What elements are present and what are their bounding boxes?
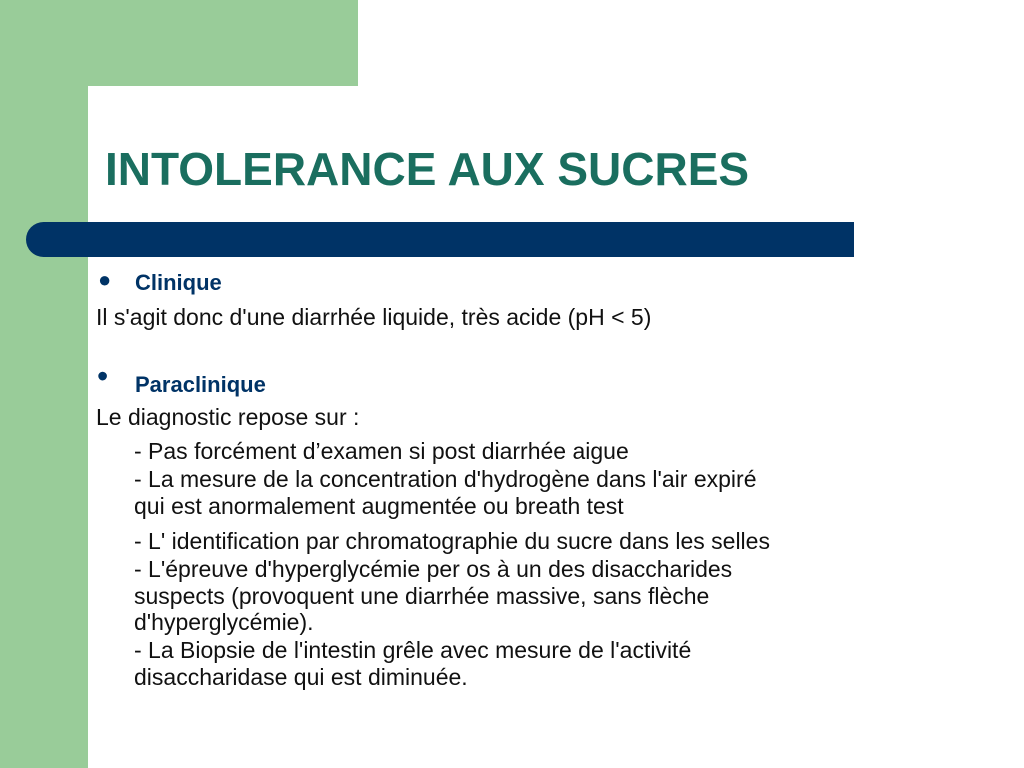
slide-title: INTOLERANCE AUX SUCRES bbox=[105, 143, 750, 195]
list-item: - La mesure de la concentration d'hydrogène dans l'air expiré bbox=[134, 466, 757, 492]
list-item-continuation: qui est anormalement augmentée ou breath test bbox=[134, 493, 624, 519]
bullet-icon: • bbox=[97, 358, 109, 394]
list-item: - Pas forcément d’examen si post diarrhée aigue bbox=[134, 438, 629, 464]
list-item: - L'épreuve d'hyperglycémie per os à un des disaccharides bbox=[134, 556, 733, 582]
intro-line: Le diagnostic repose sur : bbox=[96, 404, 360, 430]
list-item: - L' identification par chromatographie du sucre dans les selles bbox=[134, 528, 770, 554]
section-heading-clinique: Clinique bbox=[135, 270, 222, 295]
section-heading-paraclinique: Paraclinique bbox=[135, 372, 266, 397]
list-item-continuation: suspects (provoquent une diarrhée massive, sans flèche bbox=[134, 583, 710, 609]
bullet-icon: ● bbox=[98, 267, 112, 292]
body-line: Il s'agit donc d'une diarrhée liquide, très acide (pH < 5) bbox=[96, 304, 652, 330]
list-item: - La Biopsie de l'intestin grêle avec mesure de l'activité bbox=[134, 637, 692, 663]
list-item-continuation: d'hyperglycémie). bbox=[134, 609, 314, 635]
list-item-continuation: disaccharidase qui est diminuée. bbox=[134, 664, 468, 690]
